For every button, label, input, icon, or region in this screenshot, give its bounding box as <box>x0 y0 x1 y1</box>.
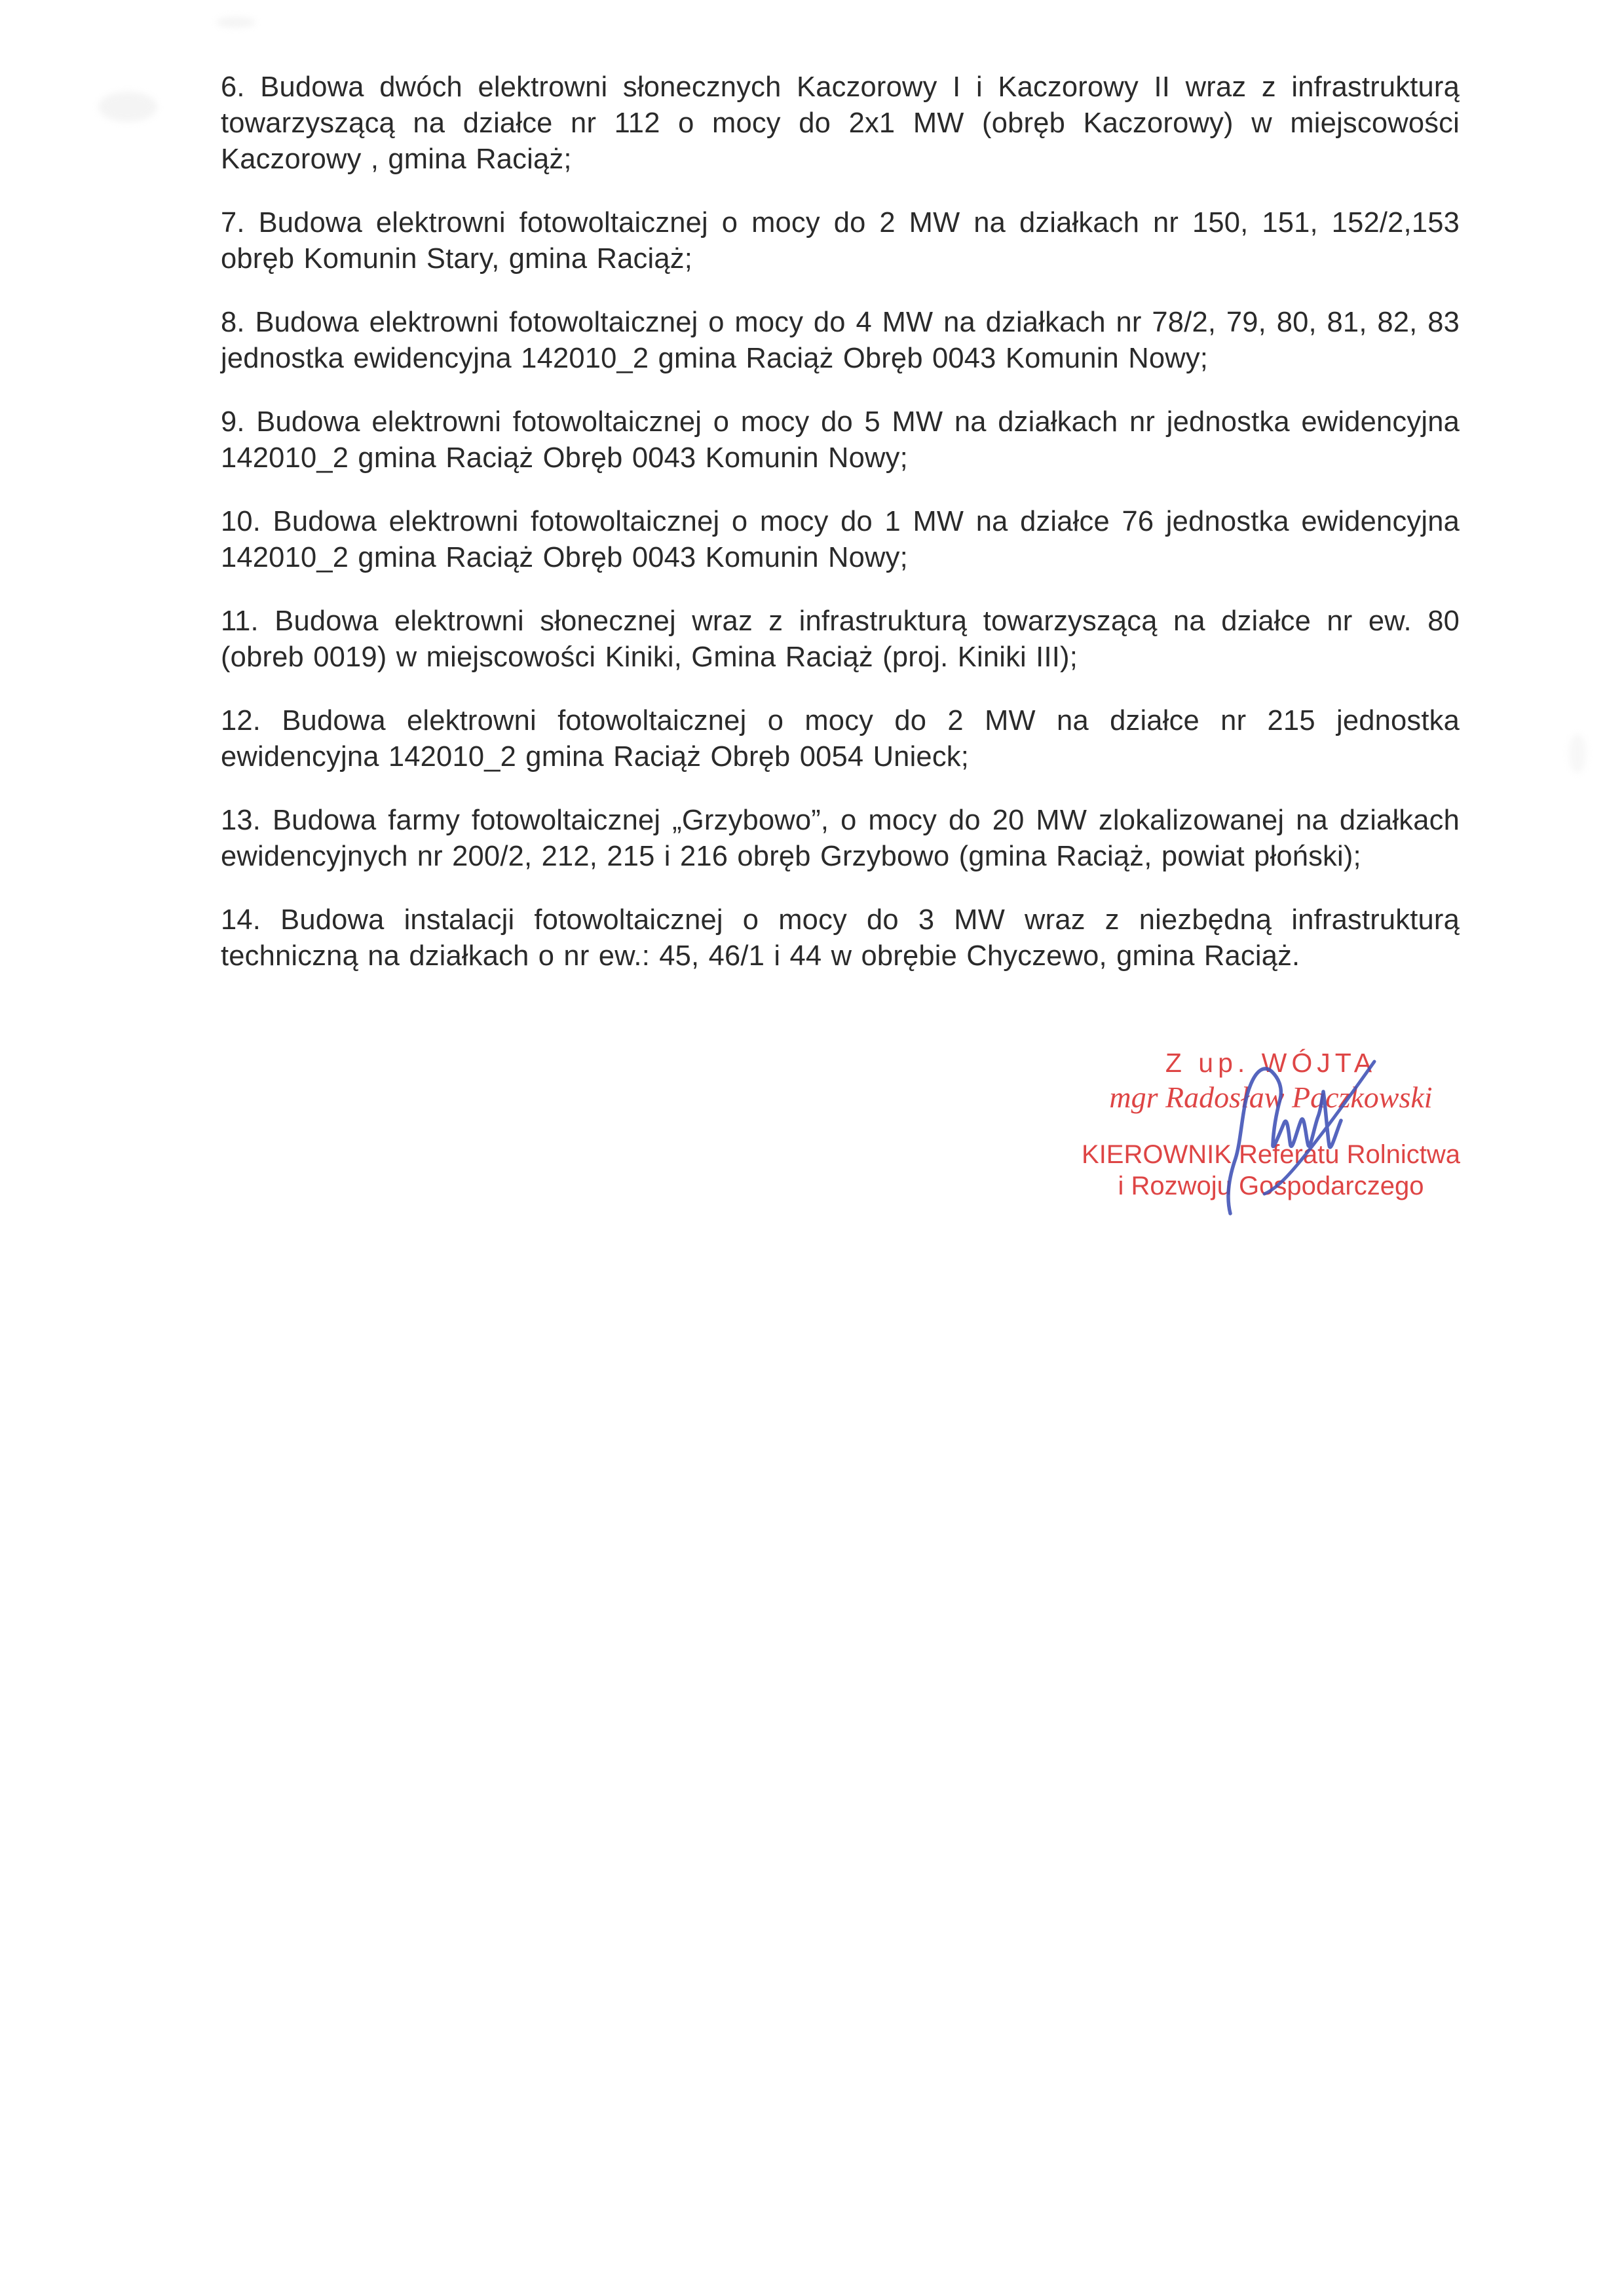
signature-stroke-main <box>1228 1069 1341 1214</box>
stamp-title-line-2: i Rozwoju Gospodarczego <box>1118 1172 1424 1200</box>
paragraph-12: 12. Budowa elektrowni fotowoltaicznej o mocy do 2 MW na działce nr 215 jednostka ewidencyjna 142010_2 gmina Raciąż Obręb 0054 Unieck; <box>221 705 1460 773</box>
handwritten-signature <box>1074 1043 1481 1227</box>
paragraph-11: 11. Budowa elektrowni słonecznej wraz z infrastrukturą towarzyszącą na działce nr ew. 80 (obreb 0019) w miejscowości Kiniki, Gmina Raciąż (proj. Kiniki III); <box>221 605 1460 673</box>
stamp-title-line-1: KIEROWNIK Referatu Rolnictwa <box>1082 1140 1460 1169</box>
scan-smudge <box>216 17 255 28</box>
paragraph-14: 14. Budowa instalacji fotowoltaicznej o mocy do 3 MW wraz z niezbędną infrastrukturą techniczną na działkach o nr ew.: 45, 46/1 i 44 w obrębie Chyczewo, gmina Raciąż. <box>221 904 1460 972</box>
paragraph-7: 7. Budowa elektrowni fotowoltaicznej o mocy do 2 MW na działkach nr 150, 151, 152/2,153 obręb Komunin Stary, gmina Raciąż; <box>221 207 1460 275</box>
scan-smudge <box>1569 734 1586 773</box>
stamp-name-line: mgr Radosław Paczkowski <box>1109 1081 1433 1114</box>
document-text-block <box>221 69 1460 974</box>
scan-smudge <box>98 92 157 122</box>
paragraph-13: 13. Budowa farmy fotowoltaicznej „Grzybowo”, o mocy do 20 MW zlokalizowanej na działkach ewidencyjnych nr 200/2, 212, 215 i 216 obręb Grzybowo (gmina Raciąż, powiat płoński); <box>221 805 1460 872</box>
stamp-authorization-line: Z up. WÓJTA <box>1165 1048 1377 1078</box>
paragraph-10: 10. Budowa elektrowni fotowoltaicznej o mocy do 1 MW na działce 76 jednostka ewidencyjna 142010_2 gmina Raciąż Obręb 0043 Komunin Nowy; <box>221 506 1460 573</box>
paragraph-9: 9. Budowa elektrowni fotowoltaicznej o mocy do 5 MW na działkach nr jednostka ewidencyjna 142010_2 gmina Raciąż Obręb 0043 Komunin Nowy; <box>221 406 1460 474</box>
paragraph-8: 8. Budowa elektrowni fotowoltaicznej o mocy do 4 MW na działkach nr 78/2, 79, 80, 81, 82, 83 jednostka ewidencyjna 142010_2 gmina Raciąż Obręb 0043 Komunin Nowy; <box>221 307 1460 374</box>
paragraph-6: 6. Budowa dwóch elektrowni słonecznych Kaczorowy I i Kaczorowy II wraz z infrastrukturą towarzyszącą na działce nr 112 o mocy do 2x1 MW (obręb Kaczorowy) w miejscowości Kaczorowy , gmina Raciąż; <box>221 71 1460 175</box>
